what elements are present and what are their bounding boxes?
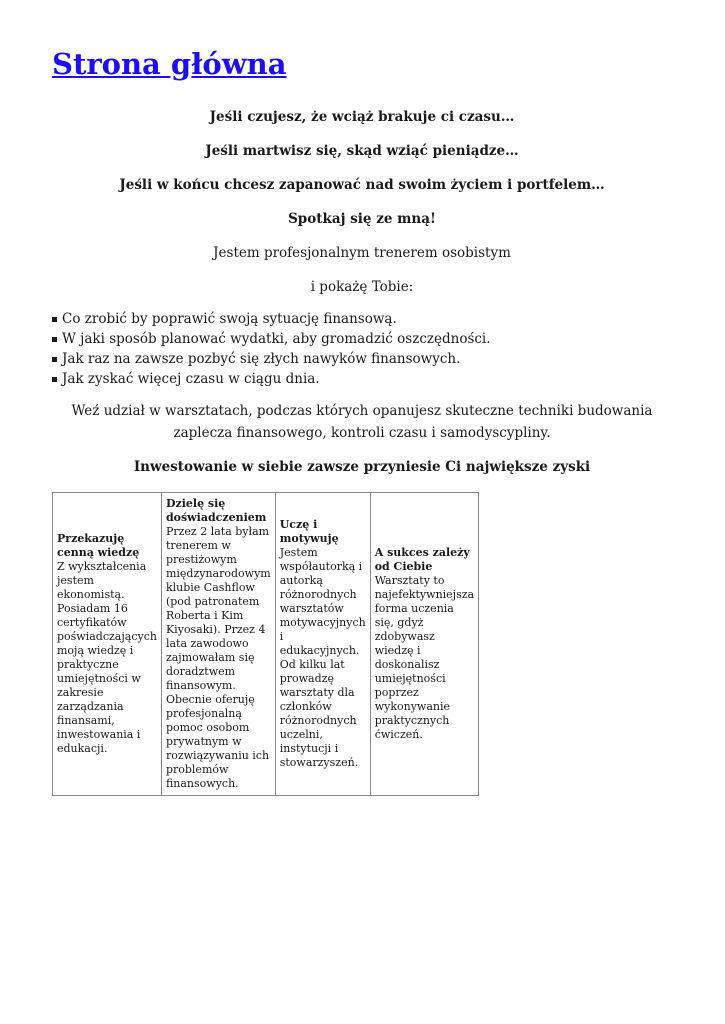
feature-cell-knowledge	[53, 493, 162, 796]
intro-line-money: Jeśli martwisz się, skąd wziąć pieniądze…	[205, 143, 519, 159]
feature-heading: Uczę i motywuję	[279, 518, 339, 545]
features-table	[52, 492, 479, 796]
feature-heading: A sukces zależy od Ciebie	[374, 546, 470, 573]
intro-line-show: i pokażę Tobie:	[310, 279, 414, 295]
page-content	[52, 44, 672, 796]
benefits-list	[52, 309, 672, 389]
page-title	[52, 44, 672, 84]
intro-line-meet: Spotkaj się ze mną!	[288, 211, 436, 227]
feature-heading: Przekazuję cenną wiedzę	[57, 532, 140, 559]
section-subheading: Inwestowanie w siebie zawsze przyniesie Ci największe zyski	[133, 459, 591, 475]
intro-line-trainer: Jestem profesjonalnym trenerem osobistym	[213, 245, 511, 261]
feature-text: Przez 2 lata byłam trenerem w prestiżowym międzynarodowym klubie Cashflow (pod patronatem Roberta i Kim Kiyosaki). Przez 4 lata zawodowo zajmowałam się doradztwem finansowym. Obecnie oferuję profesjonalną pomoc osobom prywatnym w rozwiązywaniu ich problemów finansowych.	[165, 525, 271, 790]
list-item: Co zrobić by poprawić swoją sytuację finansową.	[52, 309, 672, 329]
intro-line-control: Jeśli w końcu chcesz zapanować nad swoim życiem i portfelem…	[119, 177, 605, 193]
feature-text: Warsztaty to najefektywniejsza forma uczenia się, gdyż zdobywasz wiedzę i doskonalisz umiejętności poprzez wykonywanie praktycznych ćwiczeń.	[374, 574, 475, 741]
home-link[interactable]: Strona główna	[52, 47, 287, 81]
feature-text: Z wykształcenia jestem ekonomistą. Posiadam 16 certyfikatów poświadczających moją wiedzę i praktyczne umiejętności w zakresie zarządzania finansami, inwestowania i edukacji.	[57, 560, 157, 755]
list-item: W jaki sposób planować wydatki, aby gromadzić oszczędności.	[52, 329, 672, 349]
list-item: Jak zyskać więcej czasu w ciągu dnia.	[52, 369, 672, 389]
table-row	[53, 493, 479, 796]
workshops-paragraph: Weź udział w warsztatach, podczas których opanujesz skuteczne techniki budowania zaplecza finansowego, kontroli czasu i samodyscypliny.	[71, 403, 653, 441]
feature-text: Jestem współautorką i autorką różnorodnych warsztatów motywacyjnych i edukacyjnych. Od kilku lat prowadzę warsztaty dla członków różnorodnych uczelni, instytucji i stowarzyszeń.	[279, 546, 366, 769]
intro-line-time: Jeśli czujesz, że wciąż brakuje ci czasu…	[209, 109, 515, 125]
feature-cell-experience	[161, 493, 275, 796]
feature-cell-success	[370, 493, 478, 796]
list-item: Jak raz na zawsze pozbyć się złych nawyków finansowych.	[52, 349, 672, 369]
feature-heading: Dzielę się doświadczeniem	[165, 497, 267, 524]
feature-cell-motivation	[275, 493, 370, 796]
